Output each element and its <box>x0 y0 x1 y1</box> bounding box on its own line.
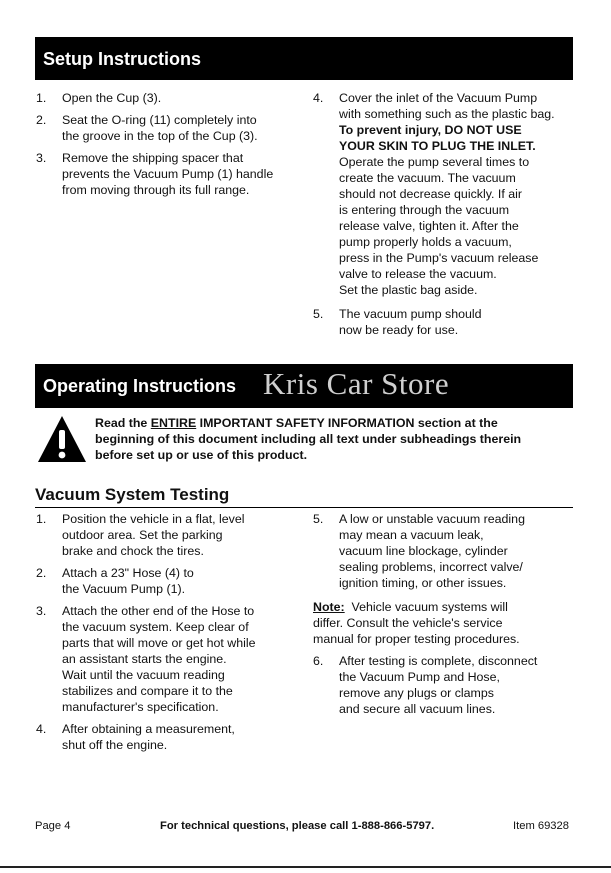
step-item <box>36 565 306 597</box>
step-line: from moving through its full range. <box>62 183 250 197</box>
note-text: Vehicle vacuum systems will <box>344 600 508 614</box>
step-line: remove any plugs or clamps <box>339 686 494 700</box>
step-line: the Vacuum Pump (1). <box>62 582 186 596</box>
warning-line: before set up or use of this product. <box>95 448 308 462</box>
section-title: Setup Instructions <box>43 49 202 69</box>
step-number: 5. <box>313 512 324 526</box>
step-line: pump properly holds a vacuum, <box>339 235 512 249</box>
step-line: parts that will move or get hot while <box>62 636 256 650</box>
step-number: 3. <box>36 151 47 165</box>
step-line: After obtaining a measurement, <box>62 722 235 736</box>
step-line: Operate the pump several times to <box>339 155 530 169</box>
step-number: 1. <box>36 91 47 105</box>
step-line: The vacuum pump should <box>339 307 482 321</box>
step-item <box>36 721 306 753</box>
step-line: Wait until the vacuum reading <box>62 668 225 682</box>
setup-right-column <box>313 90 578 344</box>
step-line: the groove in the top of the Cup (3). <box>62 129 258 143</box>
step-item <box>36 150 306 198</box>
step-item <box>36 603 306 715</box>
step-line: Set the plastic bag aside. <box>339 283 478 297</box>
step-item <box>313 90 578 298</box>
step-line: the Vacuum Pump and Hose, <box>339 670 500 684</box>
step-line: vacuum line blockage, cylinder <box>339 544 508 558</box>
step-item <box>313 306 578 338</box>
step-line: create the vacuum. The vacuum <box>339 171 516 185</box>
step-line: now be ready for use. <box>339 323 459 337</box>
step-line: Open the Cup (3). <box>62 91 162 105</box>
step-line: A low or unstable vacuum reading <box>339 512 525 526</box>
step-warning-line: To prevent injury, DO NOT USE <box>339 123 522 137</box>
note-line: manual for proper testing procedures. <box>313 632 520 646</box>
step-number: 2. <box>36 566 47 580</box>
note-line: differ. Consult the vehicle's service <box>313 616 503 630</box>
setup-instructions-header <box>35 37 573 80</box>
warning-line <box>95 415 521 431</box>
step-line: outdoor area. Set the parking <box>62 528 223 542</box>
step-item <box>36 90 306 106</box>
warning-triangle-icon <box>36 414 88 464</box>
page-number: Page 4 <box>35 820 71 832</box>
note-block <box>313 599 578 647</box>
step-line: brake and chock the tires. <box>62 544 204 558</box>
step-line: with something such as the plastic bag. <box>339 107 555 121</box>
step-item <box>313 511 578 591</box>
step-line: prevents the Vacuum Pump (1) handle <box>62 167 274 181</box>
step-line: manufacturer's specification. <box>62 700 219 714</box>
step-line: Attach a 23" Hose (4) to <box>62 566 194 580</box>
step-number: 4. <box>36 722 47 736</box>
step-line: is entering through the vacuum <box>339 203 510 217</box>
warning-text: IMPORTANT SAFETY INFORMATION section at the <box>196 416 498 430</box>
vacuum-left-column <box>36 511 306 759</box>
step-line: Position the vehicle in a flat, level <box>62 512 245 526</box>
warning-text: Read the <box>95 416 151 430</box>
step-line: release valve, tighten it. After the <box>339 219 519 233</box>
step-line: Remove the shipping spacer that <box>62 151 244 165</box>
step-line: the vacuum system. Keep clear of <box>62 620 249 634</box>
step-line: should not decrease quickly. If air <box>339 187 522 201</box>
safety-warning <box>95 415 521 463</box>
support-phone: For technical questions, please call 1-888-866-5797. <box>160 820 435 832</box>
step-number: 4. <box>313 91 324 105</box>
step-line: ignition timing, or other issues. <box>339 576 507 590</box>
step-number: 2. <box>36 113 47 127</box>
page-bottom-border <box>0 866 611 868</box>
step-line: Seat the O-ring (11) completely into <box>62 113 257 127</box>
note-line <box>313 599 578 615</box>
step-number: 3. <box>36 604 47 618</box>
subsection-divider <box>35 507 573 508</box>
warning-line: beginning of this document including all text under subheadings therein <box>95 432 522 446</box>
step-line: Cover the inlet of the Vacuum Pump <box>339 91 538 105</box>
step-line: and secure all vacuum lines. <box>339 702 496 716</box>
step-line: After testing is complete, disconnect <box>339 654 538 668</box>
step-line: valve to release the vacuum. <box>339 267 497 281</box>
step-number: 1. <box>36 512 47 526</box>
item-number: Item 69328 <box>513 820 569 832</box>
step-line: press in the Pump's vacuum release <box>339 251 539 265</box>
subsection-title: Vacuum System Testing <box>35 485 230 504</box>
step-line: Attach the other end of the Hose to <box>62 604 255 618</box>
step-item <box>36 112 306 144</box>
operating-instructions-header <box>35 364 573 408</box>
step-line: may mean a vacuum leak, <box>339 528 484 542</box>
vacuum-right-column <box>313 511 578 723</box>
step-line: an assistant starts the engine. <box>62 652 227 666</box>
warning-emphasis: ENTIRE <box>150 416 197 430</box>
note-label: Note: <box>313 600 345 614</box>
step-item <box>36 511 306 559</box>
setup-left-column <box>36 90 306 204</box>
section-title: Operating Instructions <box>43 376 237 396</box>
step-item <box>313 653 578 717</box>
store-watermark: Kris Car Store <box>263 366 450 401</box>
step-line: shut off the engine. <box>62 738 168 752</box>
step-line: sealing problems, incorrect valve/ <box>339 560 523 574</box>
step-line: stabilizes and compare it to the <box>62 684 233 698</box>
step-number: 5. <box>313 307 324 321</box>
step-number: 6. <box>313 654 324 668</box>
step-warning-line: YOUR SKIN TO PLUG THE INLET. <box>339 139 536 153</box>
